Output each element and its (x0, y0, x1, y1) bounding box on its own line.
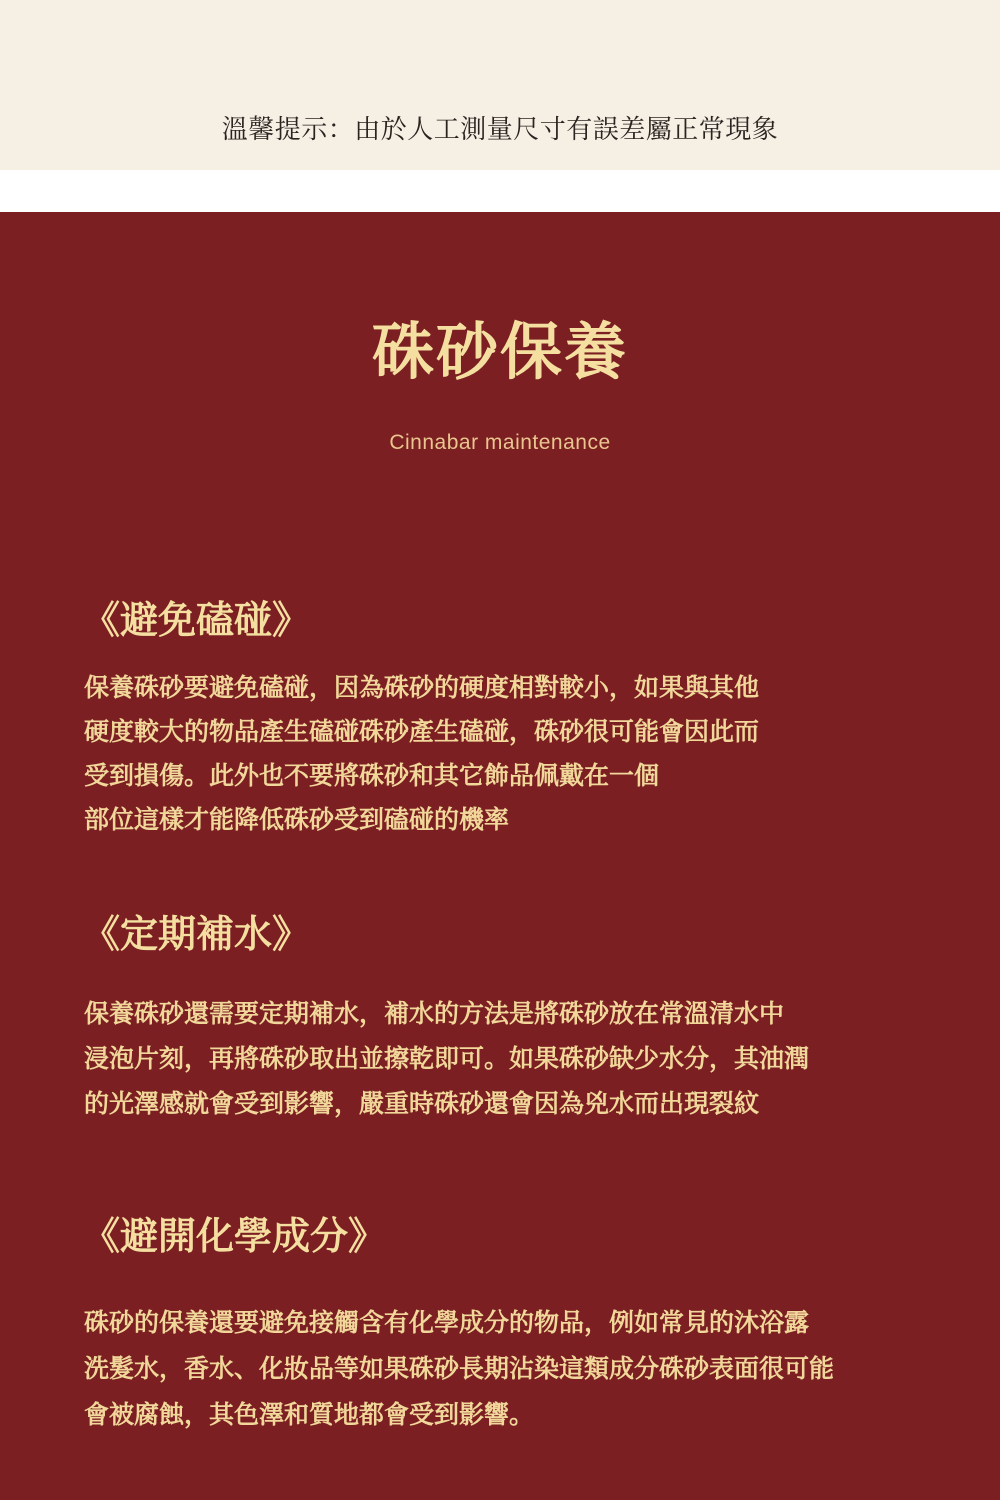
paragraph-line: 硃砂的保養還要避免接觸含有化學成分的物品，例如常見的沐浴露 (84, 1308, 810, 1337)
paragraph-line: 受到損傷。此外也不要將硃砂和其它飾品佩戴在一個 (84, 761, 660, 790)
section-body-avoid-bumps (84, 666, 964, 842)
paragraph-line: 硬度較大的物品產生磕碰硃砂產生磕碰，硃砂很可能會因此而 (84, 717, 760, 746)
paragraph-line: 保養硃砂還需要定期補水，補水的方法是將硃砂放在常溫清水中 (84, 999, 785, 1028)
divider-gap (0, 170, 1000, 212)
paragraph-line: 部位這樣才能降低硃砂受到磕碰的機率 (84, 805, 510, 834)
notice-text: 溫馨提示：由於人工測量尺寸有誤差屬正常現象 (221, 115, 779, 145)
paragraph-line: 的光澤感就會受到影響，嚴重時硃砂還會因為兇水而出現裂紋 (84, 1089, 760, 1118)
paragraph-line: 浸泡片刻，再將硃砂取出並擦乾即可。如果硃砂缺少水分，其油潤 (84, 1044, 810, 1073)
section-heading-avoid-bumps: 《避免磕碰》 (82, 598, 311, 642)
section-heading-regular-hydration: 《定期補水》 (82, 912, 311, 956)
paragraph-line: 保養硃砂要避免磕碰，因為硃砂的硬度相對較小，如果與其他 (84, 673, 760, 702)
page-title: 硃砂保養 (371, 315, 628, 388)
section-heading-avoid-chemicals: 《避開化學成分》 (82, 1214, 387, 1258)
paragraph-line: 會被腐蝕，其色澤和質地都會受到影響。 (84, 1400, 535, 1429)
paragraph-line: 洗髮水，香水、化妝品等如果硃砂長期沾染這類成分硃砂表面很可能 (84, 1354, 835, 1383)
section-body-avoid-chemicals (84, 1300, 964, 1438)
section-body-regular-hydration (84, 991, 964, 1126)
page-subtitle: Cinnabar maintenance (389, 431, 611, 454)
